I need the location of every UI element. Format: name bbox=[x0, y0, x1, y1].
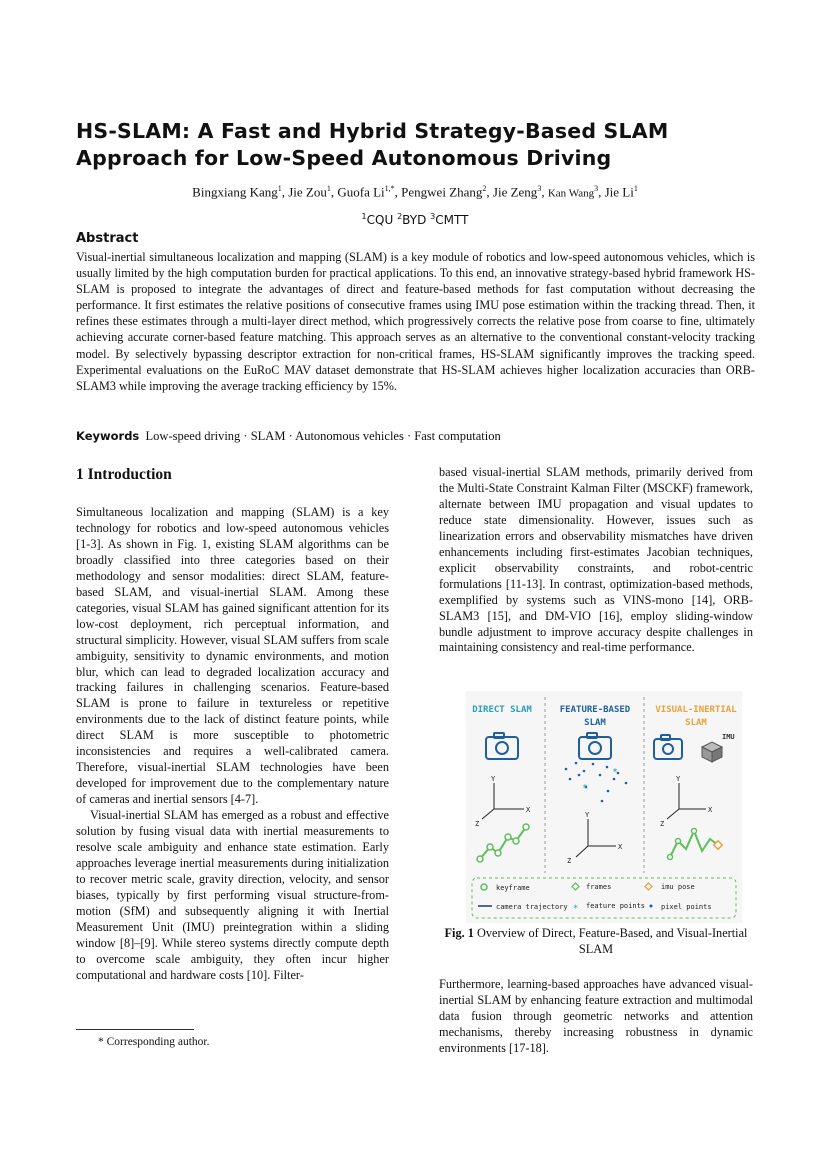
camera-icon bbox=[654, 735, 682, 759]
author-name: Pengwei Zhang bbox=[401, 184, 483, 200]
axis-x-label: X bbox=[526, 806, 531, 814]
paragraph: Simultaneous localization and mapping (SLAM) is a key technology for robotics and low-speed autonomous vehicles [1-3]. As shown in Fig. 1, existing SLAM algorithms can be broadly classified into three categories based on their methodology and sensor modalities: direct SLAM, feature-based SLAM, and visual-inertial SLAM. Among these categories, visual SLAM has gained significant attention for its low-cost deployment, rich perceptual information, and structural simplicity. However, visual SLAM suffers from scale ambiguity, sensitivity to dynamic environments, and motion blur, which can lead to degraded localization accuracy and tracking failures in challenging scenarios. Feature-based SLAM is prone to failure in textureless or repetitive environments due to the lack of distinct feature points, while direct SLAM is more susceptible to photometric inconsistencies and requires a well-calibrated camera. Therefore, visual-inertial SLAM technologies have been developed for improvement due to the complementary nature of cameras and inertial sensors [4-7]. bbox=[76, 505, 389, 807]
author-name: Jie Li bbox=[604, 184, 634, 200]
panel-title-direct: DIRECT SLAM bbox=[472, 705, 532, 715]
affil-mark: 2 bbox=[397, 212, 403, 221]
keywords-text: Low-speed driving · SLAM · Autonomous vehicles · Fast computation bbox=[145, 429, 501, 443]
author-affil-mark: 2 bbox=[482, 184, 487, 193]
footnote: * Corresponding author. bbox=[98, 1036, 210, 1048]
footnote-divider bbox=[76, 1029, 194, 1030]
panel-title-feature-2: SLAM bbox=[584, 718, 606, 728]
author-affil-mark: 1 bbox=[277, 184, 282, 193]
paragraph: Furthermore, learning-based approaches have advanced visual-inertial SLAM by enhancing feature extraction and multimodal data fusion through geometric networks and attention mechanisms, thereby increasing robustness in dynamic environments [17-18]. bbox=[439, 977, 753, 1055]
author-affil-mark: 1,* bbox=[384, 184, 395, 193]
legend-feature-points: feature points bbox=[586, 902, 646, 910]
right-column-top bbox=[439, 465, 753, 656]
author-name: Bingxiang Kang bbox=[192, 184, 278, 200]
caption-text: Overview of Direct, Feature-Based, and Visual-Inertial SLAM bbox=[473, 926, 748, 956]
legend-imu-pose: imu pose bbox=[661, 883, 695, 891]
pixel-points-legend-icon bbox=[650, 905, 653, 908]
camera-icon bbox=[486, 733, 518, 759]
author-name: Guofa Li bbox=[337, 184, 385, 200]
affil-mark: 1 bbox=[361, 212, 367, 221]
section-heading: 1 Introduction bbox=[76, 466, 172, 483]
imu-pose-legend-icon bbox=[645, 883, 652, 890]
camera-icon bbox=[579, 733, 611, 759]
author-affil-mark: 3 bbox=[594, 184, 599, 193]
panel-title-vi-2: SLAM bbox=[685, 718, 707, 728]
author-affil-mark: 1 bbox=[633, 184, 638, 193]
left-column bbox=[76, 466, 389, 984]
axis-y-label: Y bbox=[491, 775, 496, 783]
paragraph: based visual-inertial SLAM methods, primarily derived from the Multi-State Constraint Kalman Filter (MSCKF) framework, alternate between IMU propagation and visual updates to reduce state dimensionality. However, issues such as linearization errors and observability mismatches have driven enhancements including first-estimates Jacobian techniques, explicit observability constraints, and robot-centric formulations [11-13]. In contrast, optimization-based methods, exemplified by systems such as VINS-mono [14], ORB-SLAM3 [15], and DM-VIO [16], employ sliding-window bundle adjustment to improve accuracy despite challenges in maintaining consistency and real-time performance. bbox=[439, 465, 753, 655]
affil-name: CMTT bbox=[435, 213, 469, 227]
panel-title-vi: VISUAL-INERTIAL bbox=[655, 705, 737, 715]
author-name: Jie Zou bbox=[288, 184, 327, 200]
keyframe-legend-icon bbox=[481, 884, 487, 890]
author-name: Kan Wang bbox=[547, 187, 595, 200]
legend-keyframe: keyframe bbox=[496, 884, 530, 892]
legend-frames: frames bbox=[586, 883, 612, 891]
author-affil-mark: 1 bbox=[326, 184, 331, 193]
axis-y-label: Y bbox=[676, 775, 681, 783]
figure-caption bbox=[439, 926, 753, 957]
feature-points-legend-icon: * bbox=[573, 904, 579, 914]
caption-label: Fig. 1 bbox=[444, 926, 474, 940]
feature-star-icon: * bbox=[612, 767, 619, 778]
legend-camera-trajectory: camera trajectory bbox=[496, 903, 568, 911]
keywords-label: Keywords bbox=[76, 429, 140, 443]
affiliations bbox=[120, 212, 710, 227]
axes-direct bbox=[482, 783, 524, 819]
axis-x-label: X bbox=[708, 806, 713, 814]
paper-title: HS-SLAM: A Fast and Hybrid Strategy-Based SLAM Approach for Low-Speed Autonomous Driving bbox=[76, 119, 669, 170]
keywords-line bbox=[76, 429, 756, 444]
right-column-bottom bbox=[439, 977, 753, 1057]
abstract-text: Visual-inertial simultaneous localization and mapping (SLAM) is a key module of robotics and low-speed autonomous vehicles, which is usually limited by the high computation burden for practical applications. To this end, an innovative strategy-based hybrid framework HS-SLAM is proposed to integrate the advantages of direct and feature-based methods for fast computation without decreasing the performance. It first estimates the relative positions of consecutive frames using IMU pose estimation within the tracking thread. Then, it refines these estimates through a multi-layer direct method, which progressively corrects the relative pose from coarse to fine, ultimately achieving accurate corner-based feature matching. This approach serves as an alternative to the conventional constant-velocity tracking model. By selectively bypassing descriptor extraction for non-critical frames, HS-SLAM significantly improves the tracking speed. Experimental evaluations on the EuRoC MAV dataset demonstrate that HS-SLAM achieves higher localization accuracies than ORB-SLAM3 while improving the average tracking efficiency by 15%. bbox=[76, 250, 755, 393]
panel-title-feature: FEATURE-BASED bbox=[559, 705, 631, 715]
author-affil-mark: 3 bbox=[537, 184, 542, 193]
axes-feature bbox=[576, 819, 616, 857]
affil-name: BYD bbox=[402, 213, 427, 227]
axis-x-label: X bbox=[618, 843, 623, 851]
keyframe-markers bbox=[477, 824, 529, 862]
affil-name: CQU bbox=[366, 213, 394, 227]
axis-z-label: Z bbox=[475, 820, 480, 828]
axis-z-label: Z bbox=[660, 820, 665, 828]
author-name: Jie Zeng bbox=[492, 184, 538, 200]
axis-z-label: Z bbox=[567, 857, 572, 865]
imu-label: IMU bbox=[722, 733, 735, 741]
imu-cube-icon bbox=[702, 742, 722, 762]
author-list: Bingxiang Kang$^1$, Jie Zou$^1$, Guofa $Li^{1,*}$, Pengwei Zhang$^2$, Jie Zeng$^3$, Kan Wang$^3$, Jie Li$^1$ bbox=[192, 184, 638, 200]
legend-pixel-points: pixel points bbox=[661, 903, 712, 911]
paragraph: Visual-inertial SLAM has emerged as a robust and effective solution by fusing visual data with inertial measurements to resolve scale ambiguity and enhance state estimation. Early approaches leverage inertial measurements during initialization to recover metric scale, gravity direction, velocity, and sensor biases, typically by first performing visual structure-from-motion (SfM) and subsequently aligning it with Inertial Measurement Unit (IMU) preintegration within a sliding window [8]–[9]. While stereo systems directly compute depth to overcome scale ambiguity, they often incur higher computational and hardware costs [10]. Filter- bbox=[76, 808, 389, 982]
frames-legend-icon bbox=[572, 883, 579, 890]
axes-vi bbox=[667, 783, 706, 819]
figure-1 bbox=[466, 691, 742, 923]
affil-mark: 3 bbox=[430, 212, 436, 221]
axis-y-label: Y bbox=[585, 811, 590, 819]
feature-star-icon: * bbox=[582, 783, 589, 794]
abstract-heading: Abstract bbox=[76, 231, 139, 246]
